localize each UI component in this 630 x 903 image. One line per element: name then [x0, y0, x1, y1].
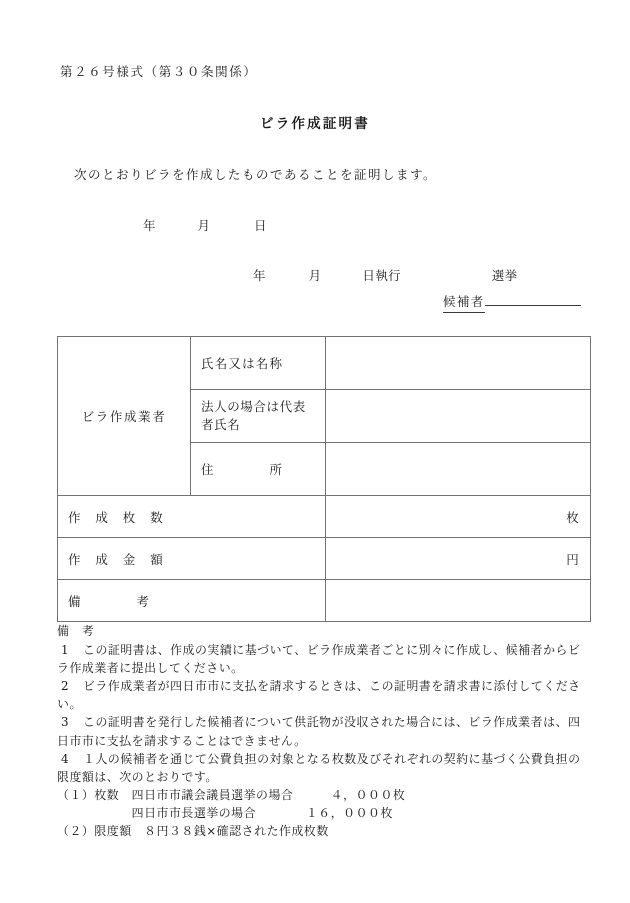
- note-sub-item: （２）限度額 ８円３８銭×確認された作成枚数: [57, 824, 329, 839]
- vendor-address-value-cell[interactable]: [326, 443, 591, 496]
- remarks-value-cell[interactable]: [326, 580, 591, 622]
- note-item: [57, 713, 587, 749]
- election-execution-line: [253, 266, 518, 284]
- date-day-label: 日: [253, 218, 267, 233]
- election-month-label: 月: [308, 268, 322, 283]
- vendor-representative-value-cell[interactable]: [326, 390, 591, 443]
- form-number: 第２６号様式（第３０条関係）: [60, 64, 258, 79]
- vendor-label-cell: ビラ作成業者: [58, 337, 191, 496]
- note-number: 2: [61, 679, 70, 694]
- notes-heading-text: 備 考: [57, 624, 95, 638]
- note-sub-item: （１）枚数 四日市市議会議員選挙の場合 ４，０００枚: [57, 787, 406, 802]
- note-number: 4: [61, 751, 70, 766]
- vendor-representative-label-cell: 法人の場合は代表者氏名: [191, 390, 326, 443]
- vendor-address-label-cell: 住 所: [191, 443, 326, 496]
- note-item: [57, 641, 587, 677]
- note-number: 3: [61, 715, 70, 730]
- election-day-exec-label: 日執行: [362, 268, 402, 283]
- note-text: この証明書を発行した候補者について供託物が没収された場合には、ビラ作成業者は、四日市市に支払を請求することはできません。: [57, 715, 581, 748]
- amount-label-cell: 作 成 金 額: [58, 538, 326, 580]
- candidate-line: [443, 292, 581, 313]
- candidate-label: 候補者: [443, 292, 485, 313]
- table-row: [58, 538, 591, 580]
- note-text: この証明書は、作成の実績に基づいて、ビラ作成業者ごとに別々に作成し、候補者からビラ作成業者に提出してください。: [57, 643, 581, 676]
- note-item: [57, 750, 587, 786]
- date-year-label: 年: [143, 218, 156, 233]
- certificate-table: [57, 336, 591, 622]
- note-text: ビラ作成業者が四日市市に支払を請求するときは、この証明書を請求書に添付してください。: [57, 679, 581, 712]
- table-row: [58, 496, 591, 538]
- amount-value-cell[interactable]: [326, 538, 591, 580]
- amount-unit: 円: [566, 551, 580, 567]
- sheet-count-unit: 枚: [566, 509, 580, 525]
- candidate-name-field[interactable]: [485, 303, 581, 306]
- table-row: [58, 580, 591, 622]
- certification-date-blank: [143, 216, 266, 234]
- notes-heading: [57, 622, 587, 640]
- sheet-count-value-cell[interactable]: [326, 496, 591, 538]
- vendor-name-label-cell: 氏名又は名称: [191, 337, 326, 390]
- note-item: [57, 677, 587, 713]
- lead-sentence: 次のとおりビラを作成したものであることを証明します。: [74, 167, 438, 182]
- note-number: 1: [61, 643, 70, 658]
- election-name-label: 選挙: [491, 268, 518, 283]
- notes-section: [57, 622, 587, 840]
- note-text: １人の候補者を通じて公費負担の対象となる枚数及びそれぞれの契約に基づく公費負担の限度額は、次のとおりです。: [57, 751, 581, 784]
- note-sub-item: 四日市市長選挙の場合 １６，０００枚: [57, 805, 393, 820]
- table-row: [58, 337, 591, 390]
- sheet-count-label-cell: 作 成 枚 数: [58, 496, 326, 538]
- election-year-label: 年: [253, 268, 266, 283]
- date-month-label: 月: [197, 218, 210, 233]
- vendor-name-value-cell[interactable]: [326, 337, 591, 390]
- remarks-label-cell: 備 考: [58, 580, 326, 622]
- page-title: ビラ作成証明書: [260, 116, 370, 132]
